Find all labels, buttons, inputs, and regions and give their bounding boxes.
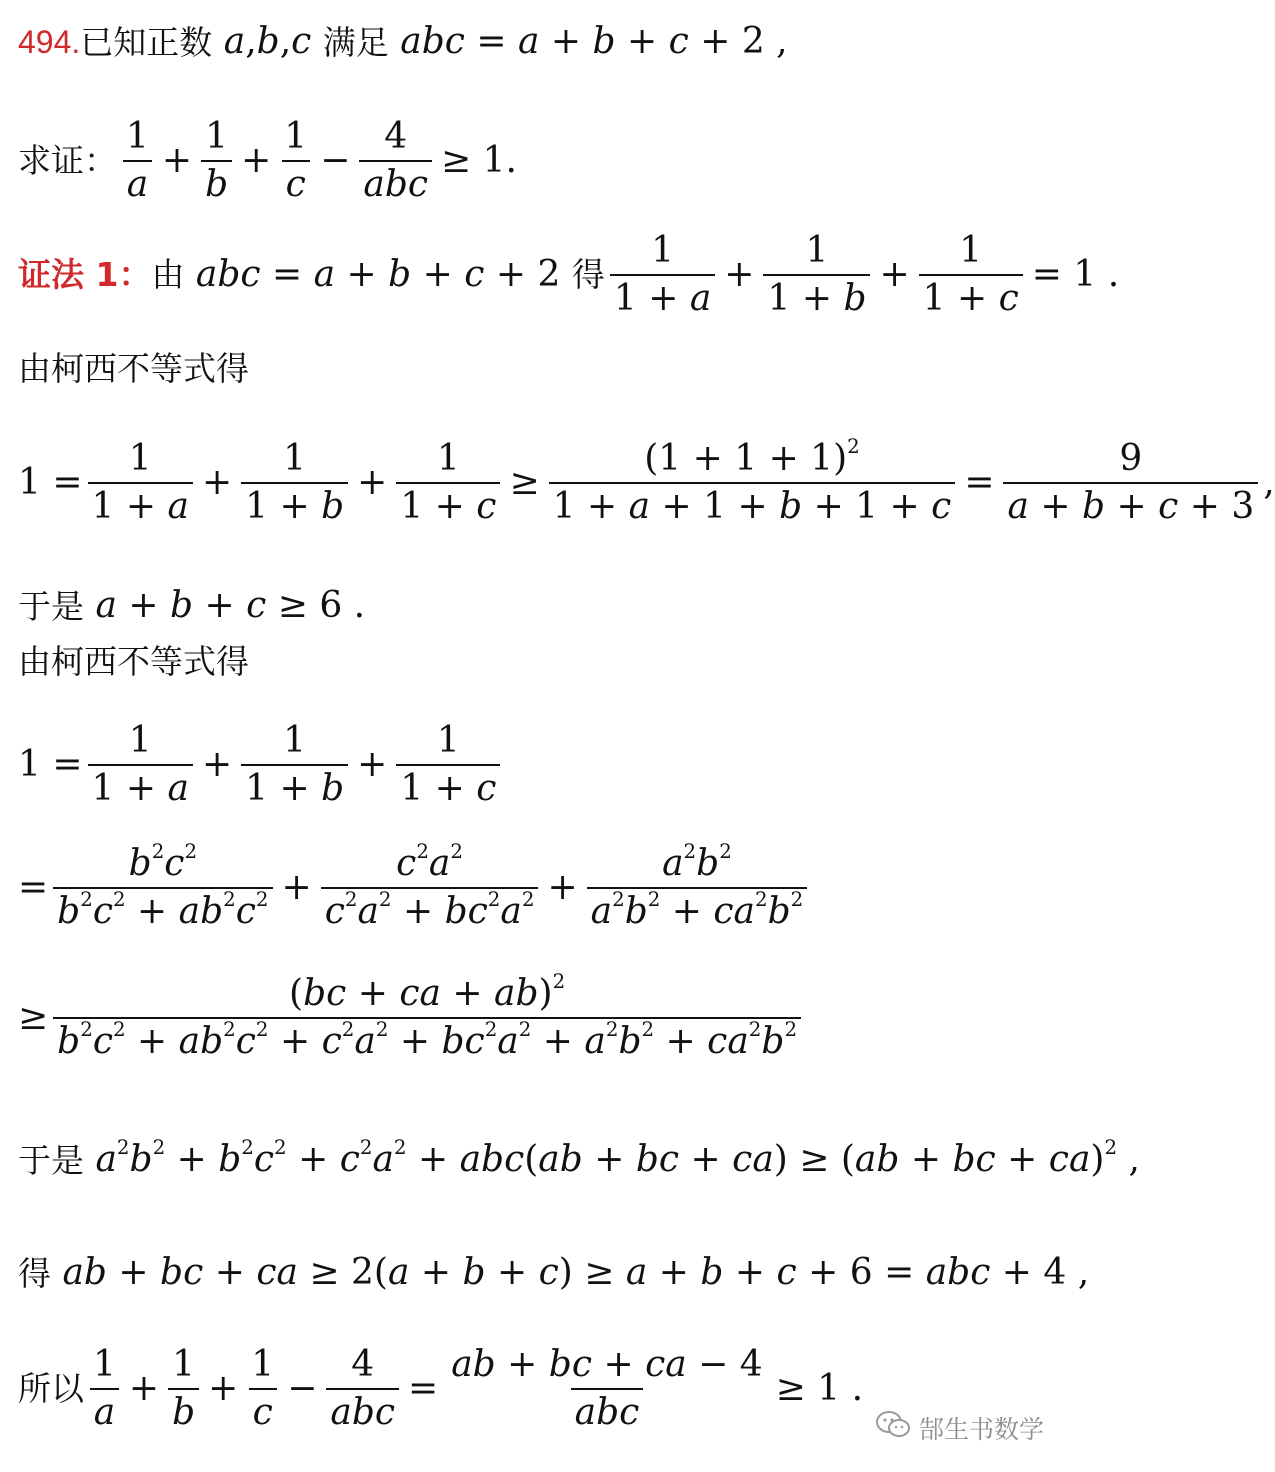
fraction: $\frac{1}{1 + c}$ [396,440,500,526]
fraction: $\frac{(1 + 1 + 1)^2}{1 + a + 1 + b + 1 + c}$ [549,440,956,526]
conclusion-2: 于是 $a^2b^2 + b^2c^2 + c^2a^2 + abc(ab$ + bc + ca) ≥ (ab + bc + ca)$^2$ , [18,1136,1140,1180]
fraction: $\frac{1}{a}$ [89,1346,120,1432]
fraction: $\frac{1}{1 + b}$ [241,440,348,526]
prove-statement: 求证： $\frac{1}{a}$ + $\frac{1}{b}$ + $\frac{1}{c}$ − $\frac{4}{\text{abc}}$ ≥ 1. [18,116,518,205]
method-1-line: 证法 1： 由 abc = a + b + c + 2 得 $\frac{1}{1 + a}$ + $\frac{1}{1 + b}$ + $\frac{1}{1 + c}$ = 1 . [18,230,1120,319]
watermark [875,1410,1044,1446]
fraction: $\frac{(bc + ca + ab)^2}{b^2c^2 + ab^2c^2 + c^2a^2 + bc^2a^2 + a^2b^2 + ca^2b^2}$ [53,975,801,1061]
fraction: $\frac{1}{1 + b}$ [241,722,348,808]
fraction: $\frac{1}{c}$ [280,118,311,204]
fraction: $\frac{1}{1 + c}$ [396,722,500,808]
statement-prefix: 已知正数 [80,22,213,62]
fraction: $\frac{1}{1 + b}$ [763,232,870,318]
fraction: $\frac{c^2a^2}{c^2a^2 + bc^2a^2}$ [321,845,539,931]
derivation: 得 ab + bc + ca ≥ 2(a + b + c) ≥ a + b + c + 6 = abc + 4 , [18,1252,1090,1293]
method-label: 证法 1： [18,255,152,295]
fraction: $\frac{ab + bc + ca - 4}{\text{abc}}$ [451,1344,763,1433]
cauchy-inequality-1: 1 = $\frac{1}{1 + a}$ + $\frac{1}{1 + b}$ + $\frac{1}{1 + c}$ ≥ $\frac{(1 + 1 + 1)^2}{1 + a + 1 + b + 1 + c}$ = $\frac{9}{a + b + c + 3}$ , [18,435,1275,527]
fraction: $\frac{1}{1 + a}$ [610,232,715,318]
fraction: $\frac{1}{1 + a}$ [88,722,193,808]
rewritten-sum: = $\frac{b^2c^2}{b^2c^2 + ab^2c^2}$ + $\frac{c^2a^2}{c^2a^2 + bc^2a^2}$ + $\frac{a^2b^2}{a^2b^2 + ca^2b^2}$ [18,845,812,931]
final-conclusion: 所以 $\frac{1}{a}$ + $\frac{1}{b}$ + $\frac{1}{c}$ − $\frac{4}{\text{abc}}$ = $\frac{ab + bc + ca - 4}{\text{abc}}$ ≥ 1 . [18,1344,864,1433]
fraction: $\frac{b^2c^2}{b^2c^2 + ab^2c^2}$ [53,845,272,931]
fraction: $\frac{1}{b}$ [168,1346,199,1432]
fraction: $\frac{1}{1 + c}$ [919,232,1023,318]
fraction: $\frac{1}{c}$ [247,1346,278,1432]
fraction: $\frac{9}{a + b + c + 3}$ [1003,440,1258,526]
conclusion-1: 于是 a + b + c ≥ 6 . [18,585,366,626]
fraction: $\frac{4}{\text{abc}}$ [326,1346,399,1432]
fraction: $\frac{1}{1 + a}$ [88,440,193,526]
fraction: $\frac{1}{a}$ [122,118,153,204]
fraction: $\frac{1}{b}$ [201,118,232,204]
watermark-text: 郜生书数学 [918,1415,1044,1444]
prove-label: 求证： [18,141,117,181]
fraction: $\frac{a^2b^2}{a^2b^2 + ca^2b^2}$ [587,845,808,931]
cauchy-text-2: 由柯西不等式得 [18,642,249,681]
cauchy-text-1: 由柯西不等式得 [18,349,249,388]
identity-line: 1 = $\frac{1}{1 + a}$ + $\frac{1}{1 + b}$ + $\frac{1}{1 + c}$ [18,722,505,808]
problem-statement [18,21,788,62]
get-word: 得 [571,255,605,295]
condition-formula: abc = a + b + c + 2 , [400,21,788,62]
then-word: 于是 [18,586,84,626]
intro-word: 由 [151,255,185,295]
cauchy-inequality-2: ≥ $\frac{(bc + ca + ab)^2}{b^2c^2 + ab^2c^2 + c^2a^2 + bc^2a^2 + a^2b^2 + ca^2b^2}$ [18,975,806,1061]
derive-word: 得 [18,1253,51,1293]
variables: a,b,c [223,21,312,62]
statement-mid: 满足 [322,22,389,62]
then-word-2: 于是 [18,1140,84,1180]
fraction: $\frac{4}{\text{abc}}$ [359,118,432,204]
problem-number: 494. [18,24,81,60]
therefore-word: 所以 [18,1369,84,1409]
wechat-icon [875,1410,911,1446]
